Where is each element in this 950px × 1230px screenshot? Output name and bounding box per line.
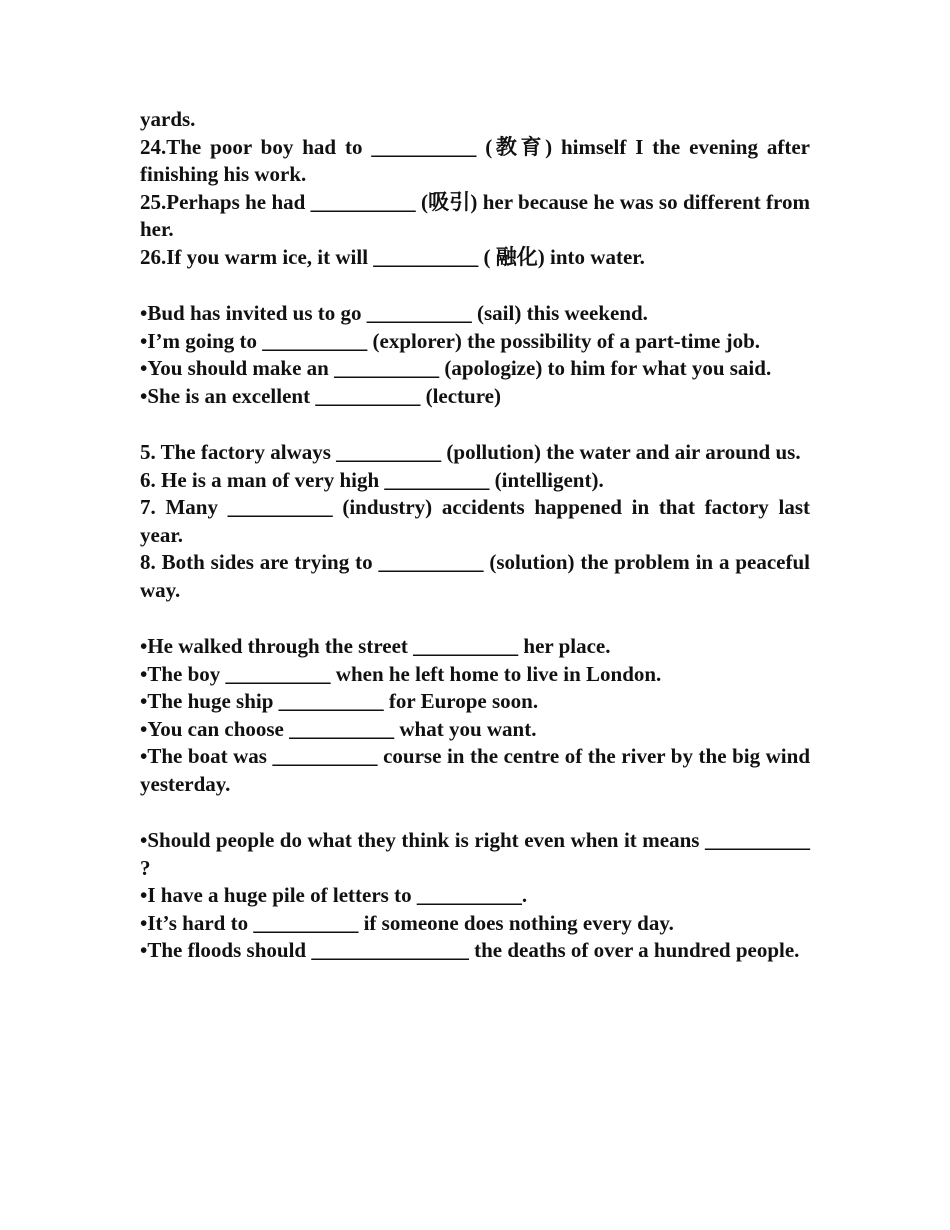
exercise-line: 7. Many __________ (industry) accidents happened in that factory last year. bbox=[140, 495, 810, 547]
exercise-line: •She is an excellent __________ (lecture) bbox=[140, 383, 501, 408]
exercise-line: 26.If you warm ice, it will __________ ( 融化) into water. bbox=[140, 244, 645, 269]
exercise-line: •Should people do what they think is right even when it means __________ ? bbox=[140, 828, 810, 880]
worksheet-page bbox=[140, 106, 810, 965]
exercise-line: 8. Both sides are trying to __________ (solution) the problem in a peaceful way. bbox=[140, 550, 810, 602]
exercise-line: yards. bbox=[140, 107, 196, 131]
exercise-line: •The huge ship __________ for Europe soon. bbox=[140, 689, 539, 713]
exercise-group-2 bbox=[140, 300, 810, 410]
exercise-line: 6. He is a man of very high __________ (intelligent). bbox=[140, 467, 604, 492]
section-gap bbox=[140, 410, 810, 439]
section-gap bbox=[140, 604, 810, 633]
exercise-line: •The boat was __________ course in the centre of the river by the big wind yesterday. bbox=[140, 744, 810, 796]
exercise-line: 5. The factory always __________ (pollution) the water and air around us. bbox=[140, 440, 801, 464]
exercise-line: •I’m going to __________ (explorer) the possibility of a part-time job. bbox=[140, 328, 760, 353]
exercise-line: •He walked through the street __________ her place. bbox=[140, 634, 611, 658]
section-gap bbox=[140, 798, 810, 827]
exercise-group-4 bbox=[140, 633, 810, 798]
exercise-line: •I have a huge pile of letters to __________. bbox=[140, 883, 528, 907]
exercise-line: •The boy __________ when he left home to live in London. bbox=[140, 661, 662, 686]
exercise-line: •You should make an __________ (apologize) to him for what you said. bbox=[140, 356, 772, 380]
exercise-line: •It’s hard to __________ if someone does nothing every day. bbox=[140, 910, 674, 935]
exercise-group-5 bbox=[140, 827, 810, 965]
exercise-line: 24.The poor boy had to __________ (教育) himself I the evening after finishing his work. bbox=[140, 134, 810, 186]
exercise-line: •The floods should _______________ the deaths of over a hundred people. bbox=[140, 938, 800, 962]
exercise-line: 25.Perhaps he had __________ (吸引) her because he was so different from her. bbox=[140, 189, 810, 241]
exercise-group-1 bbox=[140, 106, 810, 271]
section-gap bbox=[140, 271, 810, 300]
exercise-group-3 bbox=[140, 439, 810, 604]
exercise-line: •Bud has invited us to go __________ (sail) this weekend. bbox=[140, 301, 648, 325]
exercise-line: •You can choose __________ what you want. bbox=[140, 716, 537, 741]
